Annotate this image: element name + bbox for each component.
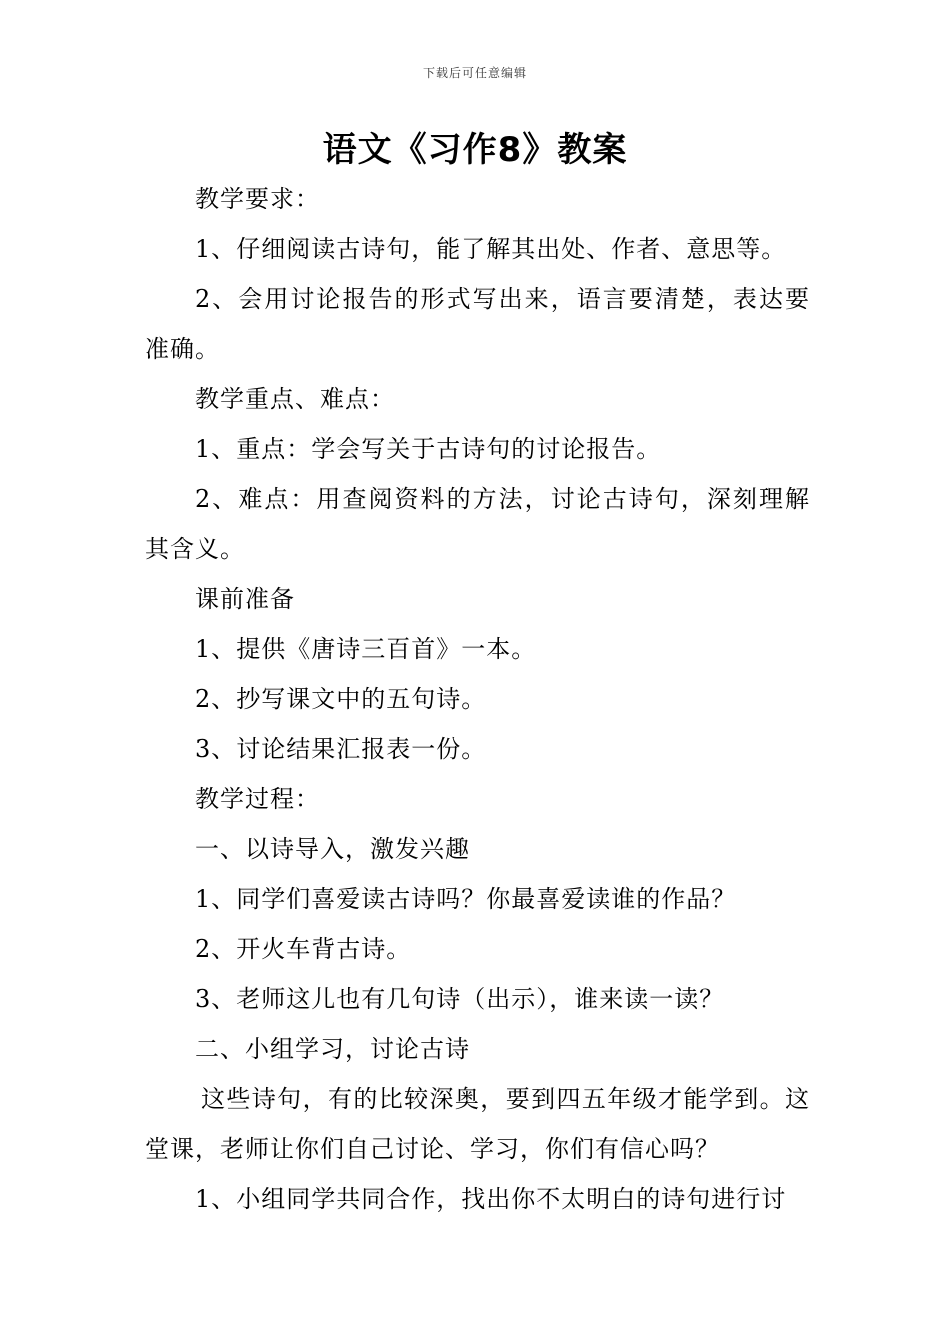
paragraph: 教学重点、难点：	[195, 385, 395, 413]
paragraph: 教学要求：	[195, 185, 320, 213]
paragraph: 教学过程：	[195, 785, 320, 813]
paragraph: 1、重点：学会写关于古诗句的讨论报告。	[195, 435, 662, 463]
paragraph: 课前准备	[195, 585, 295, 613]
paragraph: 2、难点：用查阅资料的方法，讨论古诗句，深刻理解其含义。	[145, 485, 810, 563]
paragraph: 1、同学们喜爱读古诗吗？你最喜爱读谁的作品？	[195, 885, 737, 913]
paragraph: 1、仔细阅读古诗句，能了解其出处、作者、意思等。	[195, 235, 787, 263]
paragraph: 2、会用讨论报告的形式写出来，语言要清楚，表达要准确。	[145, 285, 810, 363]
paragraph: 1、小组同学共同合作，找出你不太明白的诗句进行讨	[195, 1185, 787, 1213]
paragraph: 2、开火车背古诗。	[195, 935, 412, 963]
paragraph: 1、提供《唐诗三百首》一本。	[195, 635, 537, 663]
document-body	[145, 174, 810, 1224]
paragraph: 3、老师这儿也有几句诗（出示），谁来读一读？	[195, 985, 725, 1013]
paragraph: 2、抄写课文中的五句诗。	[195, 685, 487, 713]
document-title: 语文《习作8》教案	[322, 130, 628, 170]
header-note: 下载后可任意编辑	[422, 66, 527, 80]
paragraph: 一、以诗导入，激发兴趣	[195, 835, 470, 863]
paragraph: 这些诗句，有的比较深奥，要到四五年级才能学到。这堂课，老师让你们自己讨论、学习，你们有信心吗？	[145, 1085, 810, 1163]
paragraph: 二、小组学习，讨论古诗	[195, 1035, 470, 1063]
paragraph: 3、讨论结果汇报表一份。	[195, 735, 487, 763]
